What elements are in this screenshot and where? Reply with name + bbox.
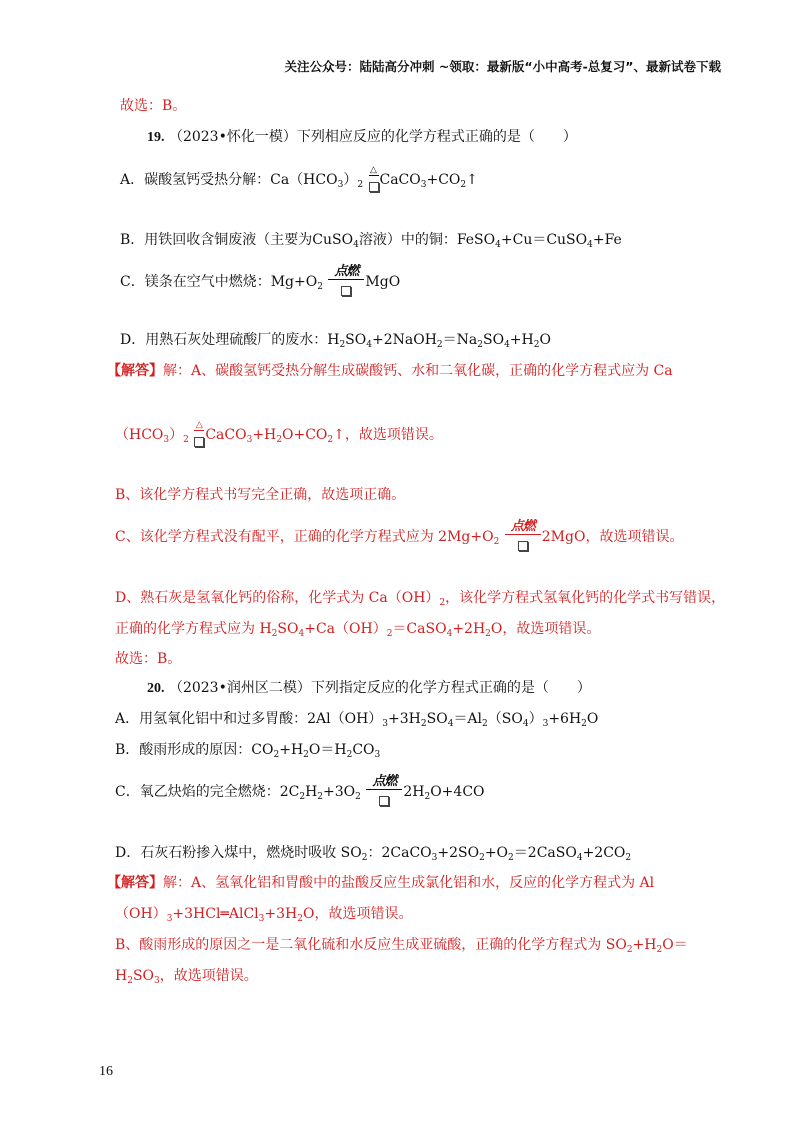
- q20-solution-b-line2: $H_2SO_3$，故选项错误。: [115, 968, 258, 986]
- q19-solution-d-line2: 正确的化学方程式应为 $H_2SO_4+Ca(OH)_2=CaSO_4+2H_2O$，故选项错误。: [115, 621, 601, 639]
- q20-solution-a-line2: $(OH)_3+3HCl═AlCl_3+3H_2O$，故选项错误。: [115, 906, 413, 924]
- q20-solution-b-line1: B、酸雨形成的原因之一是二氧化硫和水反应生成亚硫酸，正确的化学方程式为 $SO_2+H_2O=$: [115, 937, 688, 955]
- q20-solution-a-line1: 【解答】解：A、氢氧化铝和胃酸中的盐酸反应生成氯化铝和水，反应的化学方程式为 Al: [107, 875, 655, 891]
- q19-option-c: C．镁条在空气中燃烧：$Mg+O_2$ 点燃 MgO: [120, 272, 400, 298]
- q19-stem: （2023•怀化一模）下列相应反应的化学方程式正确的是（ ）: [168, 129, 577, 145]
- q20-option-d: D．石灰石粉掺入煤中，燃烧时吸收 $SO_2$：$2CaCO_3+2SO_2+O_2=2CaSO_4+2CO_2$: [115, 845, 632, 863]
- page-number: 16: [99, 1064, 113, 1079]
- q19-number: 19.: [147, 130, 165, 145]
- prev-answer: 故选：B。: [120, 98, 187, 114]
- q19-option-a: A．碳酸氢钙受热分解：$Ca(HCO_3)_2$ △ $CaCO_3+CO_2↑$: [120, 164, 478, 190]
- heat-condition-icon: △: [194, 419, 204, 447]
- q19-solution-a-line1: 【解答】解：A、碳酸氢钙受热分解生成碳酸钙、水和二氧化碳，正确的化学方程式应为 Ca: [107, 363, 673, 379]
- q19-solution-c: C、该化学方程式没有配平，正确的化学方程式应为 $2Mg+O_2$ 点燃 2MgO，故选项错误。: [115, 527, 683, 553]
- solution-tag: 【解答】: [107, 363, 163, 379]
- q19-solution-b: B、该化学方程式书写完全正确，故选项正确。: [115, 487, 406, 503]
- q19-answer: 故选：B。: [115, 651, 182, 667]
- q20-stem: （2023•润州区二模）下列指定反应的化学方程式正确的是（ ）: [168, 680, 591, 696]
- heat-condition-icon: △: [369, 164, 379, 192]
- q19-solution-a-line2: $(HCO_3)_2$ △ $CaCO_3+H_2O+CO_2↑$，故选项错误。: [115, 419, 443, 445]
- q20-number: 20.: [147, 681, 165, 696]
- ignite-condition-icon: 点燃: [328, 270, 364, 296]
- q19-option-d: D．用熟石灰处理硫酸厂的废水：$H_2SO_4+2NaOH_2=Na_2SO_4+H_2O$: [120, 332, 551, 350]
- q20-option-a: A．用氢氧化铝中和过多胃酸：$2Al(OH)_3+3H_2SO_4=Al_2(SO_4)_3+6H_2O$: [115, 711, 599, 729]
- page-header: 关注公众号：陆陆高分冲刺 ~领取：最新版“小中高考-总复习”、最新试卷下载: [284, 59, 721, 74]
- q19-option-b: B．用铁回收含铜废液（主要为CuSO$_4$溶液）中的铜：FeSO$_4$+Cu＝CuSO$_4$+Fe: [120, 232, 622, 250]
- ignite-condition-icon: 点燃: [366, 780, 402, 806]
- q19-solution-d-line1: D、熟石灰是氢氧化钙的俗称，化学式为 $Ca(OH)_2$，该化学方程式氢氧化钙的化学式书写错误，: [115, 590, 726, 608]
- q20-stem-line: [147, 678, 591, 699]
- q19-stem-line: [147, 127, 577, 148]
- solution-tag: 【解答】: [107, 875, 163, 891]
- q20-option-c: C．氧乙炔焰的完全燃烧：$2C_2H_2+3O_2$ 点燃 $2H_2O+4CO$: [115, 782, 485, 808]
- ignite-condition-icon: 点燃: [505, 525, 541, 551]
- q20-option-b: B．酸雨形成的原因：$CO_2+H_2O=H_2CO_3$: [115, 742, 381, 760]
